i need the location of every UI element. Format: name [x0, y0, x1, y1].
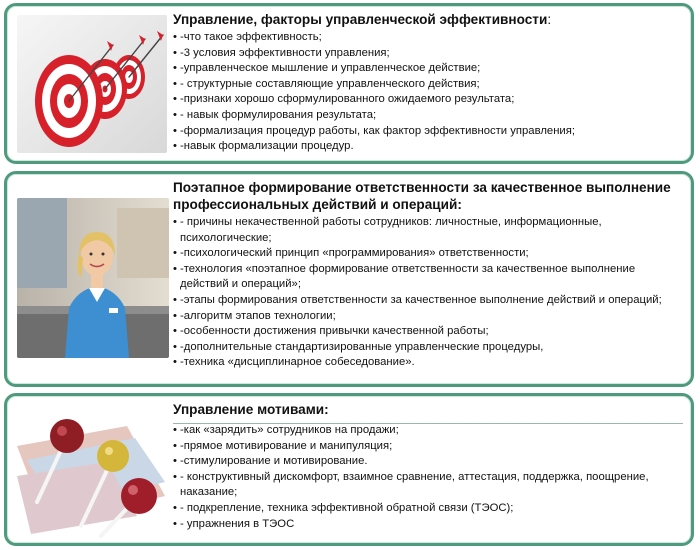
list-item: • -3 условия эффективности управления;: [173, 46, 683, 62]
topic-list: [173, 215, 683, 371]
list-item: • -техника «дисциплинарное собеседование».: [173, 355, 683, 371]
list-item: • -признаки хорошо сформулированного ожидаемого результата;: [173, 92, 683, 108]
lollipops-image: [17, 406, 165, 538]
list-item: • -прямое мотивирование и манипуляция;: [173, 439, 683, 455]
targets-image: [17, 15, 167, 153]
list-item: • -дополнительные стандартизированные управленческие процедуры,: [173, 340, 683, 356]
list-item: • - упражнения в ТЭОС: [173, 517, 683, 533]
target-icon: [17, 15, 167, 153]
list-item: • -как «зарядить» сотрудников на продажи;: [173, 423, 683, 439]
section-motives: [4, 393, 694, 546]
list-item: • -этапы формирования ответственности за качественное выполнение действий и операций;: [173, 293, 683, 309]
cashier-image: [17, 198, 169, 358]
section-title: Поэтапное формирование ответственности за качественное выполнение профессиональных действий и операций:: [173, 180, 671, 212]
list-item: • -навык формализации процедур.: [173, 139, 683, 155]
list-item: • -технология «поэтапное формирование ответственности за качественное выполнение действий и операций»;: [173, 262, 683, 293]
list-item: • - структурные составляющие управленческого действия;: [173, 77, 683, 93]
list-item: • -алгоритм этапов технологии;: [173, 309, 683, 325]
list-item: • -управленческое мышление и управленческое действие;: [173, 61, 683, 77]
list-item: • -формализация процедур работы, как фактор эффективности управления;: [173, 124, 683, 140]
list-item: • -стимулирование и мотивирование.: [173, 454, 683, 470]
list-item: • - конструктивный дискомфорт, взаимное сравнение, аттестация, поддержка, поощрение, наказание;: [173, 470, 683, 501]
section-responsibility: [4, 171, 694, 387]
section-title: Управление мотивами:: [173, 402, 329, 417]
list-item: • - подкрепление, техника эффективной обратной связи (ТЭОС);: [173, 501, 683, 517]
list-item: • -что такое эффективность;: [173, 30, 683, 46]
section-management-efficiency: [4, 3, 694, 164]
topic-list: [173, 423, 683, 532]
list-item: • -особенности достижения привычки качественной работы;: [173, 324, 683, 340]
list-item: • - навык формулирования результата;: [173, 108, 683, 124]
list-item: • - причины некачественной работы сотрудников: личностные, информационные, психологические;: [173, 215, 683, 246]
list-item: • -психологический принцип «программирования» ответственности;: [173, 246, 683, 262]
lollipop-icon: [17, 406, 165, 538]
section-title: Управление, факторы управленческой эффективности:: [173, 12, 552, 27]
topic-list: [173, 30, 683, 155]
cashier-icon: [17, 198, 169, 358]
